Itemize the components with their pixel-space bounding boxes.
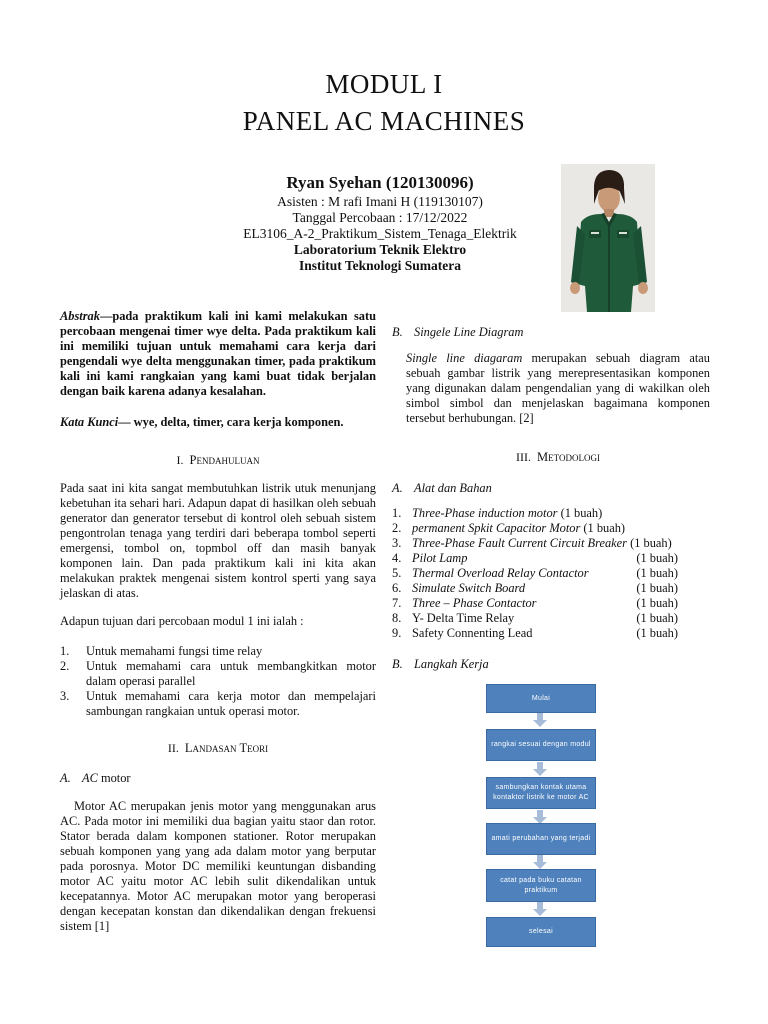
date-line: Tanggal Percobaan : 17/12/2022 [292, 210, 468, 225]
equipment-item: 6. Simulate Switch Board (1 buah) [392, 581, 678, 595]
ac-motor-paragraph: Motor AC merupakan jenis motor yang menggunakan arus AC. Pada motor ini memiliki dua bagian yaitu staor dan rotor. Stator berada dalam komponen stationer. Rotor merupakan sebuah komponen yang yang ada dalam motor yang berputar pada porosnya. Motor DC memiliki keuntungan disbanding motor AC yaitu motor AC lebih sulit dikendalikan untuk kecepatannya. Motor AC merupakan motor yang beroperasi dengan kecepatan konstan dan dikendalikan dengan frekuensi sistem [1] [60, 799, 376, 933]
flow-step-connect: sambungkan kontak utama kontaktor listrik ke motor AC [486, 777, 596, 809]
goal-item: 2. Untuk memahami cara untuk membangkitkan motor dalam operasi parallel [60, 659, 376, 688]
intro-paragraph-1: Pada saat ini kita sangat membutuhkan listrik utuk menunjang kebetuhan ita sehari hari. Adapun dapat di hasilkan oleh sebuah generator dan generator tersebut di kontrol oleh sebuah sistem pengontrolan tenaga yang terdiri dari beberapa tombol seperti emergensi, tombol on, topmbol off dan masih banyak komponen lain. Dan pada praktikum kali ini kita akan melakukan praktek mengenai sistem kontrol sperti yang saya jelaskan di atas. [60, 481, 376, 600]
subsection-2a-heading: A. AC motor [60, 771, 131, 785]
flow-arrow-down-icon [533, 713, 547, 727]
flow-step-record: catat pada buku catatan praktikum [486, 869, 596, 902]
flow-arrow-down-icon [533, 902, 547, 916]
equipment-item: 5. Thermal Overload Relay Contactor (1 buah) [392, 566, 678, 580]
subsection-3b-heading: B. Langkah Kerja [392, 657, 489, 671]
section-1-number: I. [176, 453, 184, 467]
flow-step-assemble: rangkai sesuai dengan modul [486, 729, 596, 761]
equipment-item: 9. Safety Connenting Lead (1 buah) [392, 626, 678, 640]
abstract-paragraph [60, 309, 376, 399]
assistant-line: Asisten : M rafi Imani H (119130107) [277, 194, 483, 209]
paper-title-line1: MODUL I [325, 69, 443, 99]
flow-step-observe: amati perubahan yang terjadi [486, 823, 596, 855]
single-line-paragraph [406, 351, 710, 426]
goal-item: 3. Untuk memahami cara kerja motor dan mempelajari sambungan rangkaian untuk operasi motor. [60, 689, 376, 718]
equipment-list [392, 506, 678, 641]
institute-line: Institut Teknologi Sumatera [298, 258, 462, 273]
section-3-number: III. [516, 450, 532, 464]
author-photo [561, 164, 655, 312]
subsection-2b-heading: B. Singele Line Diagram [392, 325, 524, 339]
abstract-label: Abstrak [60, 309, 100, 323]
equipment-item: 2. permanent Spkit Capacitor Motor (1 buah) [392, 521, 626, 535]
subsection-3a-heading: A. Alat dan Bahan [392, 481, 492, 495]
flow-step-end: selesai [486, 917, 596, 947]
section-2-heading [60, 741, 376, 756]
intro-paragraph-2: Adapun tujuan dari percobaan modul 1 ini ialah : [60, 614, 304, 628]
keywords-text: — wye, delta, timer, cara kerja komponen. [118, 415, 344, 429]
author-name: Ryan Syehan (120130096) [286, 173, 474, 192]
single-line-term: Single line diagaram [406, 351, 523, 365]
flow-arrow-down-icon [533, 762, 547, 776]
keywords-paragraph [60, 415, 376, 430]
lab-line: Laboratorium Teknik Elektro [293, 242, 467, 257]
course-line: EL3106_A-2_Praktikum_Sistem_Tenaga_Elektrik [243, 226, 517, 241]
equipment-item: 3. Three-Phase Fault Current Circuit Breaker (1 buah) [392, 536, 672, 550]
flow-arrow-down-icon [533, 810, 547, 824]
section-1-heading [60, 453, 376, 468]
equipment-item: 8. Y- Delta Time Relay (1 buah) [392, 611, 678, 625]
section-2-title: Landasan Teori [184, 741, 269, 755]
section-3-title: Metodologi [537, 450, 600, 464]
section-2-number: II. [167, 741, 179, 755]
equipment-item: 1. Three-Phase induction motor (1 buah) [392, 506, 603, 520]
keywords-label: Kata Kunci [60, 415, 119, 429]
abstract-text: —pada praktikum kali ini kami melakukan satu percobaan mengenai timer wye delta. Pada praktikum kali ini memiliki tujuan untuk memahami cara kerja dari pengendali wye delta menggunakan timer, pada praktikum kali ini kami rangkaian yang kami buat tidak berjalan dengan baik karena adanya kesalahan. [60, 309, 376, 398]
paper-title-line2: PANEL AC MACHINES [242, 106, 526, 136]
goal-item: 1. Untuk memahami fungsi time relay [60, 644, 263, 658]
equipment-item: 7. Three – Phase Contactor (1 buah) [392, 596, 678, 610]
section-3-heading [406, 450, 710, 465]
equipment-item: 4. Pilot Lamp (1 buah) [392, 551, 678, 565]
section-1-title: Pendahuluan [189, 453, 260, 467]
flow-arrow-down-icon [533, 855, 547, 869]
flow-step-start: Mulai [486, 684, 596, 713]
goals-list [60, 644, 376, 719]
author-block [180, 172, 580, 274]
single-line-text: merupakan sebuah diagram atau sebuah gambar listrik yang merepresentasikan komponen yang digunakan dalam pengendalian yang di wakilkan oleh simbol simbol dan menjelaskan bagaimana komponen tersebut berhubungan. [2] [406, 351, 710, 425]
